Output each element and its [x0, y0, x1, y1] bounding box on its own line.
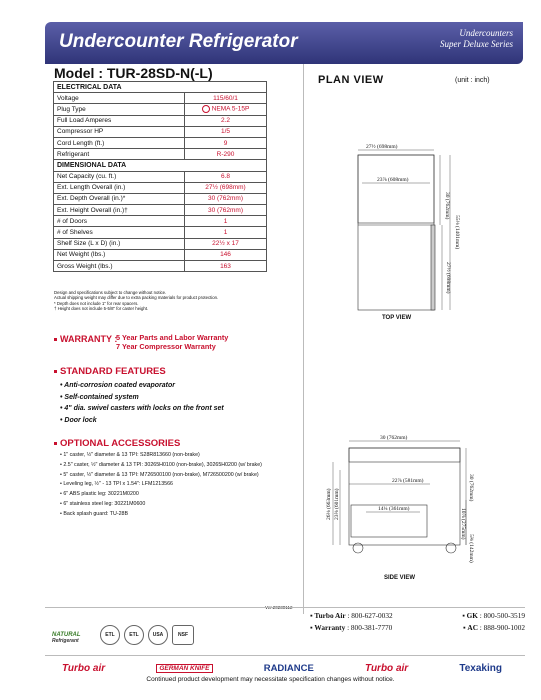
subtitle-line2: Super Deluxe Series: [440, 39, 513, 49]
radiance-logo: RADIANCE: [263, 662, 314, 674]
list-item: • 6" stainless steel leg: 30221M0600: [60, 501, 280, 508]
warranty-line: 7 Year Compressor Warranty: [116, 342, 216, 351]
disclaimer: Continued product development may necessitate specification changes without notice.: [146, 676, 395, 683]
row-label: Full Load Amperes: [54, 115, 185, 126]
contact-number: : 800-627-0032: [347, 611, 393, 620]
etl-sanitation-logo: ETL: [124, 625, 144, 645]
list-item: • Anti-corrosion coated evaporator: [60, 380, 224, 392]
turbo-air-logo-2: Turbo air: [365, 662, 409, 674]
dim-side-h23: 23⅝ (601mm): [334, 488, 340, 520]
turbo-air-logo: Turbo air: [62, 662, 106, 674]
row-value: 115/60/1: [185, 93, 267, 104]
list-item: • 4" dia. swivel casters with locks on the front set: [60, 403, 224, 415]
side-view-drawing: [333, 441, 466, 553]
texaking-logo: Texaking: [459, 662, 502, 674]
contact-turbo-air: ▪ Turbo Air : 800-627-0032: [310, 611, 393, 620]
row-value: 9: [185, 137, 267, 148]
dim-side-d14: 14¼ (361mm): [378, 506, 410, 512]
unit-note: (unit : inch): [455, 77, 490, 84]
subtitle-line1: Undercounters: [459, 28, 513, 38]
row-value: 163: [185, 261, 267, 272]
row-label: Refrigerant: [54, 149, 185, 160]
row-label: Ext. Length Overall (in.): [54, 182, 185, 193]
nsf-logo: NSF: [172, 625, 194, 645]
list-item: • 6" ABS plastic leg: 30221M0200: [60, 491, 280, 498]
warranty-line: 5 Year Parts and Labor Warranty: [116, 333, 229, 342]
top-view-body: [358, 155, 434, 223]
note: Actual shipping weight may differ due to extra packing materials for product protection.: [54, 295, 219, 301]
dimensional-heading: DIMENSIONAL DATA: [54, 160, 267, 171]
list-item: • Leveling leg, ½" - 13 TPI x 1.54": LFM1213566: [60, 481, 280, 488]
contact-number: : 888-900-1002: [479, 623, 525, 632]
row-label: Voltage: [54, 93, 185, 104]
list-item: • 5" caster, ½" diameter & 13 TPI: M726500100 (non-brake), M726500200 (w/ brake): [60, 472, 280, 479]
contact-gk: ▪ GK : 800-500-3519: [462, 611, 525, 620]
row-label: Net Weight (lbs.): [54, 249, 185, 260]
contact-number: : 800-500-3519: [479, 611, 525, 620]
dim-top-width-inner: 23⅞ (608mm): [377, 177, 409, 183]
top-view-door: [431, 225, 435, 310]
row-value: 1: [185, 227, 267, 238]
contact-label: GK: [466, 611, 478, 620]
row-value: 22½ x 17: [185, 238, 267, 249]
row-value: 30 (762mm): [185, 193, 267, 204]
row-label: # of Doors: [54, 216, 185, 227]
brand-logos: [62, 661, 502, 675]
side-view-cabinet: [349, 448, 460, 545]
row-label: Shelf Size (L x D) (in.): [54, 238, 185, 249]
list-item: • 2.5" caster, ½" diameter & 13 TPI: 30265H0100 (non-brake), 30265H0200 (w/ brake): [60, 462, 280, 469]
row-value: 30 (762mm): [185, 205, 267, 216]
warranty-label-text: WARRANTY :: [60, 334, 118, 344]
list-item: • Self-contained system: [60, 392, 224, 404]
standard-features-title: STANDARD FEATURES: [60, 366, 166, 377]
natural-line1: NATURAL: [52, 632, 81, 638]
note: † Height does not include 5-5/8" for caster height.: [54, 305, 149, 311]
row-label: Gross Weight (lbs.): [54, 261, 185, 272]
row-value: 146: [185, 249, 267, 260]
contact-number: : 800-381-7770: [347, 623, 393, 632]
footer-divider: [45, 655, 525, 656]
model-number: Model : TUR-28SD-N(-L): [54, 65, 213, 81]
page-title: Undercounter Refrigerator: [59, 31, 298, 52]
plug-type-value: NEMA 5-15P: [211, 106, 250, 114]
natural-refrigerant-logo: [52, 632, 81, 644]
dim-top-depth-30: 30 (762mm): [444, 192, 450, 220]
usa-logo: USA: [148, 625, 168, 645]
row-value: 1/5: [185, 126, 267, 137]
row-value: 27½ (698mm): [185, 182, 267, 193]
optional-accessories-title: OPTIONAL ACCESSORIES: [60, 438, 181, 449]
row-value: R-290: [185, 149, 267, 160]
dim-side-h26: 26⅛ (663mm): [326, 488, 332, 520]
dim-side-h30: 30 (762mm): [468, 474, 474, 502]
note: * Depth does not include 1" for rear spacers.: [54, 300, 139, 306]
top-view-label: TOP VIEW: [382, 315, 412, 321]
german-knife-logo: GERMAN KNIFE: [156, 664, 212, 673]
electrical-heading: ELECTRICAL DATA: [54, 82, 267, 93]
footer-divider: [45, 607, 525, 608]
contact-label: AC: [467, 623, 478, 632]
row-label: # of Shelves: [54, 227, 185, 238]
contact-ac: ▪ AC : 888-900-1002: [463, 623, 525, 632]
plan-view-title: PLAN VIEW: [318, 74, 384, 86]
top-view-drawing: [358, 150, 450, 310]
dim-top-width-outer: 27½ (698mm): [366, 144, 398, 150]
row-label: Ext. Depth Overall (in.)*: [54, 193, 185, 204]
dim-side-h5: 5⅝ (142mm): [468, 534, 474, 563]
contact-row: [310, 622, 525, 634]
row-value: 1: [185, 216, 267, 227]
row-label: Plug Type: [54, 104, 185, 115]
dim-side-d22: 22⅞ (581mm): [392, 478, 424, 484]
dim-top-depth-27: 27½ (698mm): [445, 262, 451, 294]
caster-wheel-icon: [446, 543, 456, 553]
caster-wheel-icon: [353, 543, 363, 553]
dim-side-width: 30 (762mm): [380, 435, 408, 441]
row-label: Net Capacity (cu. ft.): [54, 171, 185, 182]
row-label: Compressor HP: [54, 126, 185, 137]
list-item: • Back splash guard: TU-28B: [60, 511, 280, 518]
natural-line2: Refrigerant: [52, 638, 79, 644]
row-value: 6.8: [185, 171, 267, 182]
note: Design and specifications subject to change without notice.: [54, 290, 167, 295]
contact-warranty: ▪ Warranty : 800-381-7770: [310, 623, 393, 632]
list-item: • 1" caster, ½" diameter & 13 TPI: S28R813660 (non-brake): [60, 452, 280, 459]
dim-side-h10: 10⅞ (275mm): [460, 508, 466, 540]
contact-label: Warranty: [314, 623, 346, 632]
row-label: Ext. Height Overall (in.)†: [54, 205, 185, 216]
row-label: Cord Length (ft.): [54, 137, 185, 148]
contact-label: Turbo Air: [314, 611, 346, 620]
side-view-label: SIDE VIEW: [384, 575, 416, 581]
dim-top-depth-55: 55⅛ (1401mm): [454, 215, 460, 250]
etl-logo: ETL: [100, 625, 120, 645]
side-view-top: [349, 448, 460, 462]
contact-block: [310, 610, 525, 634]
row-value: 2.2: [185, 115, 267, 126]
contact-row: [310, 610, 525, 622]
list-item: • Door lock: [60, 415, 224, 427]
